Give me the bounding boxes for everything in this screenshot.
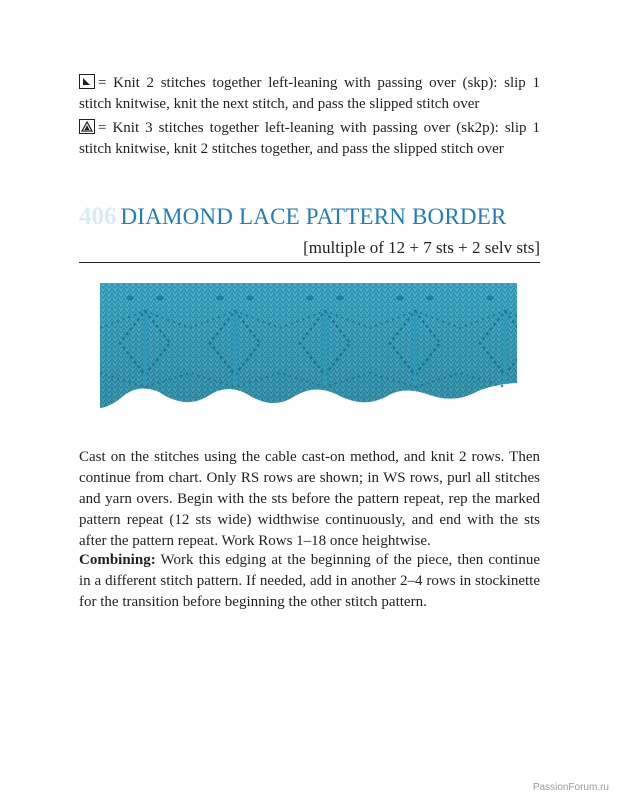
watermark: PassionForum.ru xyxy=(532,782,609,793)
section-subtitle: [multiple of 12 + 7 sts + 2 selv sts] xyxy=(303,238,540,257)
legend-skp xyxy=(79,73,540,115)
section-title: DIAMOND LACE PATTERN BORDER xyxy=(120,204,507,229)
knitted-swatch-photo xyxy=(100,283,517,419)
combining-paragraph xyxy=(79,550,540,613)
combining-label: Combining: xyxy=(79,552,156,568)
legend-sk2p-text: = Knit 3 stitches together left-leaning with passing over (sk2p): slip 1 stitch knitwise, knit 2 stitches together, and pass the slipped stitch over xyxy=(79,120,540,157)
heading-divider xyxy=(79,262,540,263)
sk2p-triangle-icon xyxy=(79,119,95,134)
section-heading xyxy=(79,203,507,231)
skp-triangle-icon xyxy=(79,74,95,89)
legend-sk2p xyxy=(79,118,540,160)
legend-skp-text: = Knit 2 stitches together left-leaning with passing over (skp): slip 1 stitch knitwise, knit the next stitch, and pass the slipped stitch over xyxy=(79,75,540,112)
combining-text: Work this edging at the beginning of the piece, then continue in a different stitch pattern. If needed, add in another 2–4 rows in stockinette for the transition before beginning the other stitch pattern. xyxy=(79,552,540,610)
section-number: 406 xyxy=(79,203,117,230)
instructions-paragraph: Cast on the stitches using the cable cast-on method, and knit 2 rows. Then continue from chart. Only RS rows are shown; in WS rows, purl all stitches and yarn overs. Begin with the sts before the pattern repeat, rep the marked pattern repeat (12 sts wide) widthwise continuously, and end with the sts after the pattern repeat. Work Rows 1–18 once heightwise. xyxy=(79,449,540,549)
